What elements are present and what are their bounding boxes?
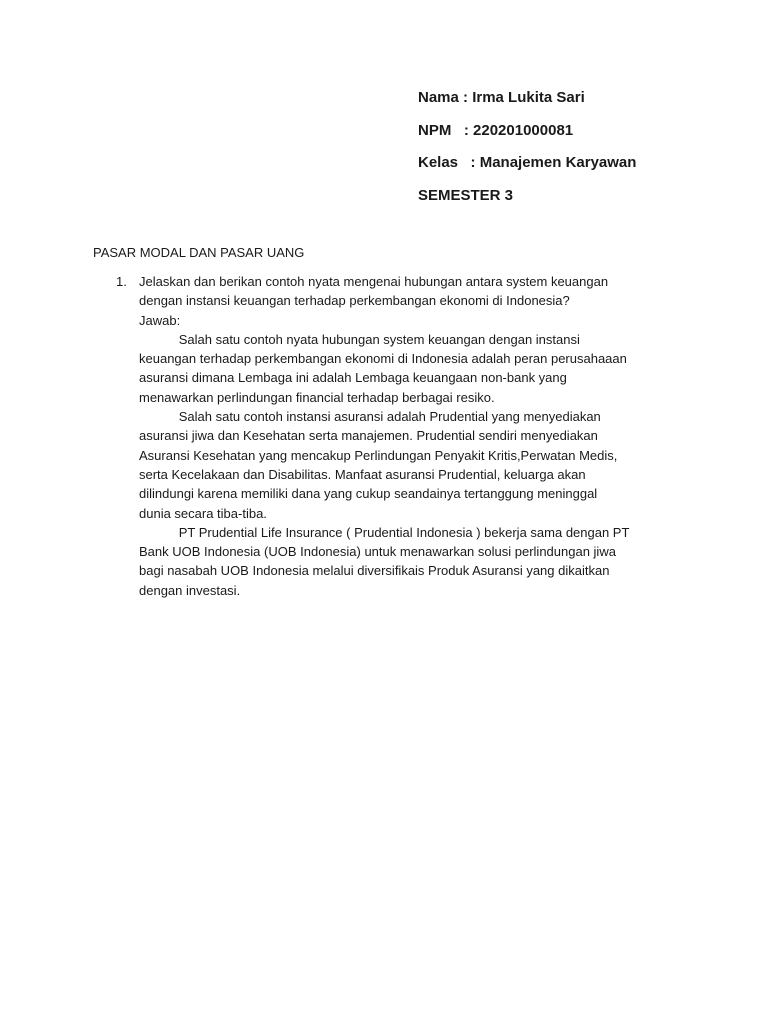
npm-label: NPM : bbox=[418, 121, 469, 139]
class-line bbox=[418, 153, 636, 173]
question-item bbox=[116, 272, 676, 600]
name-line bbox=[418, 88, 636, 108]
text-line: dengan instansi keuangan terhadap perkembangan ekonomi di Indonesia? bbox=[139, 293, 570, 309]
question-body bbox=[139, 272, 676, 600]
text-line: Jelaskan dan berikan contoh nyata mengenai hubungan antara system keuangan bbox=[139, 274, 609, 289]
text-line: keuangan terhadap perkembangan ekonomi di Indonesia adalah peran perusahaaan bbox=[139, 351, 627, 367]
text-line: Asuransi Kesehatan yang mencakup Perlindungan Penyakit Kritis,Perwatan Medis, bbox=[139, 447, 618, 463]
text-line: dunia secara tiba-tiba. bbox=[139, 505, 267, 521]
text-line: asuransi dimana Lembaga ini adalah Lembaga keuangaan non-bank yang bbox=[139, 370, 567, 386]
student-info-header bbox=[418, 88, 636, 218]
text-line: Salah satu contoh nyata hubungan system keuangan dengan instansi bbox=[139, 331, 580, 347]
text-line: Bank UOB Indonesia (UOB Indonesia) untuk menawarkan solusi perlindungan jiwa bbox=[139, 544, 616, 560]
npm-value: 220201000081 bbox=[473, 121, 574, 139]
document-title: PASAR MODAL DAN PASAR UANG bbox=[93, 245, 305, 260]
text-line: menawarkan perlindungan financial terhadap berbagai resiko. bbox=[139, 389, 495, 405]
text-line: serta Kecelakaan dan Disabilitas. Manfaat asuransi Prudential, keluarga akan bbox=[139, 466, 586, 482]
text-line: Jawab: bbox=[139, 312, 181, 328]
text-line: asuransi jiwa dan Kesehatan serta manajemen. Prudential sendiri menyediakan bbox=[139, 428, 598, 444]
text-line: dengan investasi. bbox=[139, 582, 241, 598]
question-number: 1. bbox=[116, 274, 127, 289]
text-line: PT Prudential Life Insurance ( Prudential Indonesia ) bekerja sama dengan PT bbox=[139, 524, 630, 540]
name-label: Nama : bbox=[418, 89, 469, 106]
class-value: Manajemen Karyawan bbox=[479, 154, 637, 171]
semester-line: SEMESTER 3 bbox=[418, 186, 514, 204]
text-line: bagi nasabah UOB Indonesia melalui diversifikais Produk Asuransi yang dikaitkan bbox=[139, 563, 610, 579]
npm-line bbox=[418, 121, 636, 141]
class-label: Kelas : bbox=[418, 154, 476, 171]
text-line: dilindungi karena memiliki dana yang cukup seandainya tertanggung meninggal bbox=[139, 486, 598, 502]
name-value: Irma Lukita Sari bbox=[472, 89, 585, 106]
text-line: Salah satu contoh instansi asuransi adalah Prudential yang menyediakan bbox=[139, 409, 601, 425]
